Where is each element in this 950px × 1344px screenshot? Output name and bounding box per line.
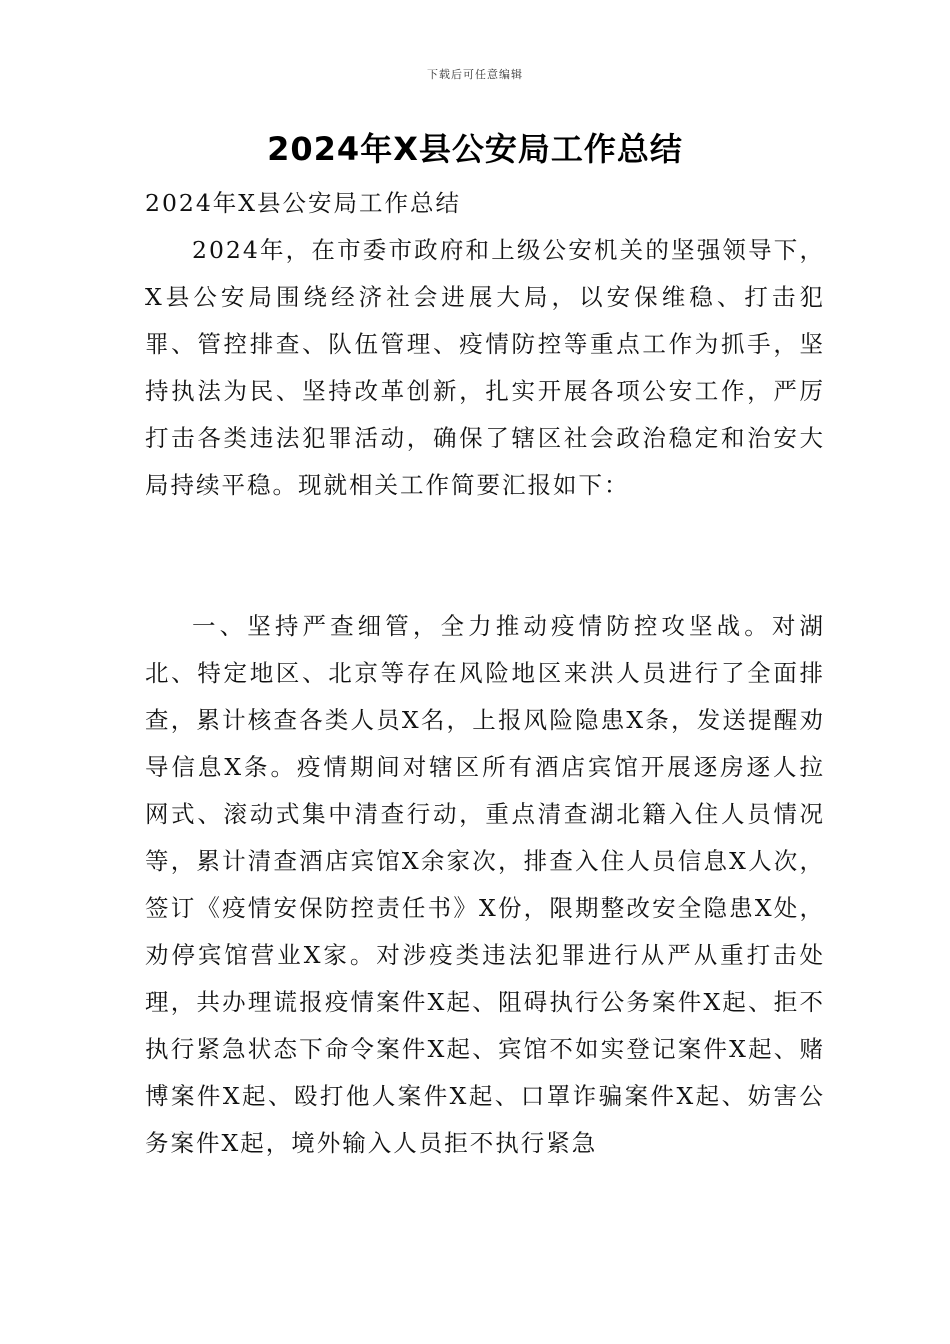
document-title: 2024年X县公安局工作总结 (267, 130, 683, 168)
header-note: 下载后可任意编辑 (427, 68, 523, 81)
document-subtitle: 2024年X县公安局工作总结 (145, 189, 462, 217)
document-body (145, 180, 825, 1167)
paragraph-spacer (145, 509, 825, 603)
paragraph-section-1: 一、坚持严查细管，全力推动疫情防控攻坚战。对湖北、特定地区、北京等存在风险地区来洪人员进行了全面排查，累计核查各类人员X名，上报风险隐患X条，发送提醒劝导信息X条。疫情期间对辖区所有酒店宾馆开展逐房逐人拉网式、滚动式集中清查行动，重点清查湖北籍入住人员情况等，累计清查酒店宾馆X余家次，排查入住人员信息X人次，签订《疫情安保防控责任书》X份，限期整改安全隐患X处，劝停宾馆营业X家。对涉疫类违法犯罪进行从严从重打击处理，共办理谎报疫情案件X起、阻碍执行公务案件X起、拒不执行紧急状态下命令案件X起、宾馆不如实登记案件X起、赌博案件X起、殴打他人案件X起、口罩诈骗案件X起、妨害公务案件X起，境外输入人员拒不执行紧急 (145, 612, 825, 1157)
paragraph-intro: 2024年，在市委市政府和上级公安机关的坚强领导下，X县公安局围绕经济社会进展大局，以安保维稳、打击犯罪、管控排查、队伍管理、疫情防控等重点工作为抓手，坚持执法为民、坚持改革创新，扎实开展各项公安工作，严厉打击各类违法犯罪活动，确保了辖区社会政治稳定和治安大局持续平稳。现就相关工作简要汇报如下： (145, 236, 825, 499)
